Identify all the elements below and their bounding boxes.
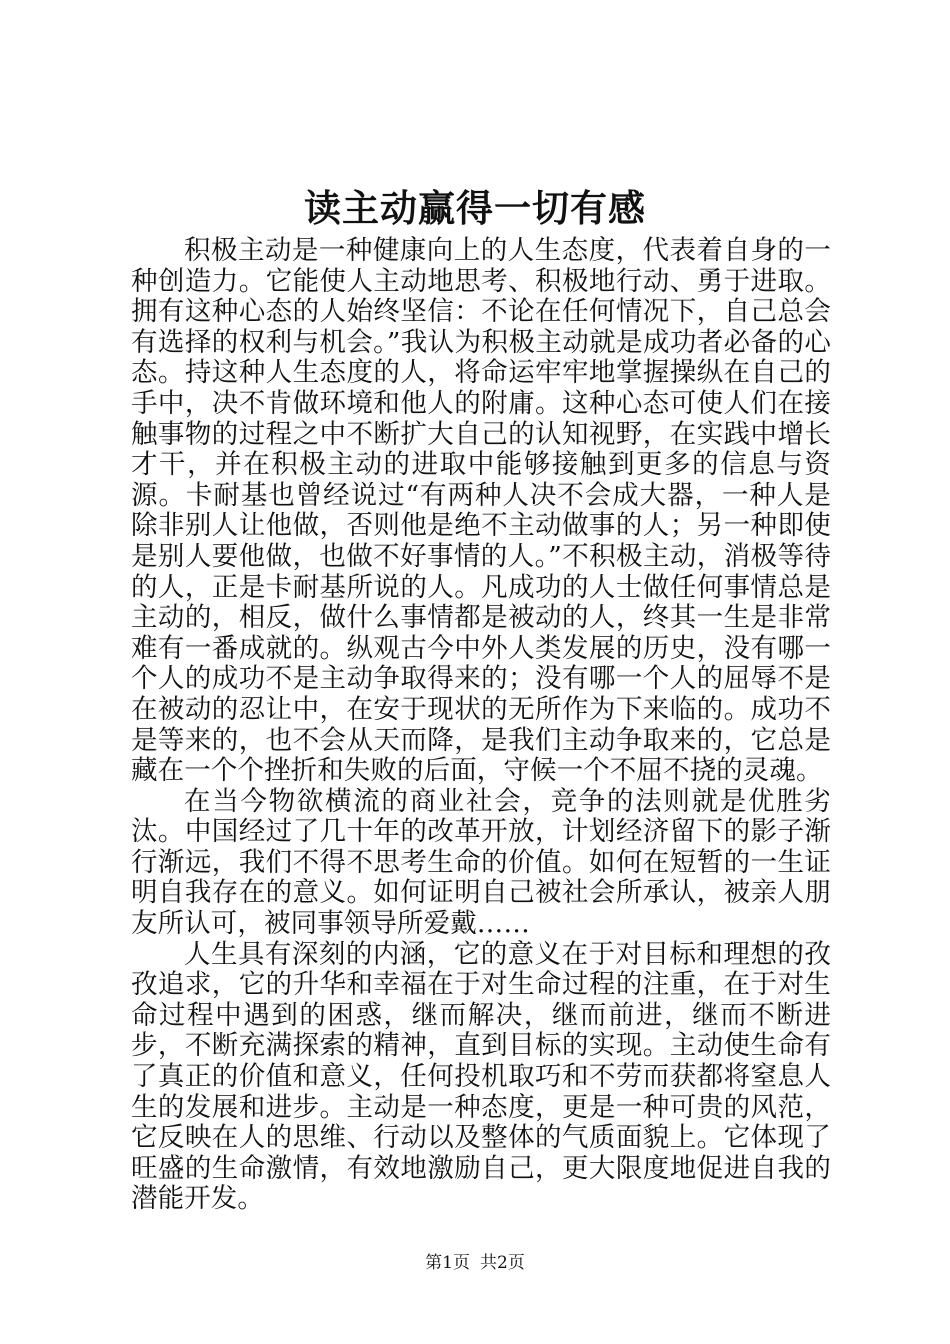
document-body (131, 236, 831, 1215)
page-count: 共2页 (480, 1253, 525, 1273)
paragraph: 在当今物欲横流的商业社会，竞争的法则就是优胜劣汰。中国经过了几十年的改革开放，计划经济留下的影子渐行渐远，我们不得不思考生命的价值。如何在短暂的一生证明自我存在的意义。如何证明自己被社会所承认，被亲人朋友所认可，被同事领导所爱戴…… (131, 785, 831, 940)
document-title: 读主动赢得一切有感 (304, 186, 646, 230)
page-number: 第1页 (425, 1253, 470, 1273)
paragraph: 积极主动是一种健康向上的人生态度，代表着自身的一种创造力。它能使人主动地思考、积极地行动、勇于进取。拥有这种心态的人始终坚信：不论在任何情况下，自己总会有选择的权利与机会。”我认为积极主动就是成功者必备的心态。持这种人生态度的人，将命运牢牢地掌握操纵在自己的手中，决不肯做环境和他人的附庸。这种心态可使人们在接触事物的过程之中不断扩大自己的认知视野，在实践中增长才干，并在积极主动的进取中能够接触到更多的信息与资源。卡耐基也曾经说过“有两种人决不会成大器，一种人是除非别人让他做，否则他是绝不主动做事的人；另一种即使是别人要他做，也做不好事情的人。”不积极主动，消极等待的人，正是卡耐基所说的人。凡成功的人士做任何事情总是主动的，相反，做什么事情都是被动的人，终其一生是非常难有一番成就的。纵观古今中外人类发展的历史，没有哪一个人的成功不是主动争取得来的；没有哪一个人的屈辱不是在被动的忍让中，在安于现状的无所作为下来临的。成功不是等来的，也不会从天而降，是我们主动争取来的，它总是藏在一个个挫折和失败的后面，守候一个不屈不挠的灵魂。 (131, 235, 831, 787)
paragraph: 人生具有深刻的内涵，它的意义在于对目标和理想的孜孜追求，它的升华和幸福在于对生命过程的注重，在于对生命过程中遇到的困惑，继而解决，继而前进，继而不断进步，不断充满探索的精神，直到目标的实现。主动使生命有了真正的价值和意义，任何投机取巧和不劳而获都将窒息人生的发展和进步。主动是一种态度，更是一种可贵的风范，它反映在人的思维、行动以及整体的气质面貌上。它体现了旺盛的生命激情，有效地激励自己，更大限度地促进自我的潜能开发。 (131, 938, 831, 1215)
page-footer (0, 1252, 950, 1274)
